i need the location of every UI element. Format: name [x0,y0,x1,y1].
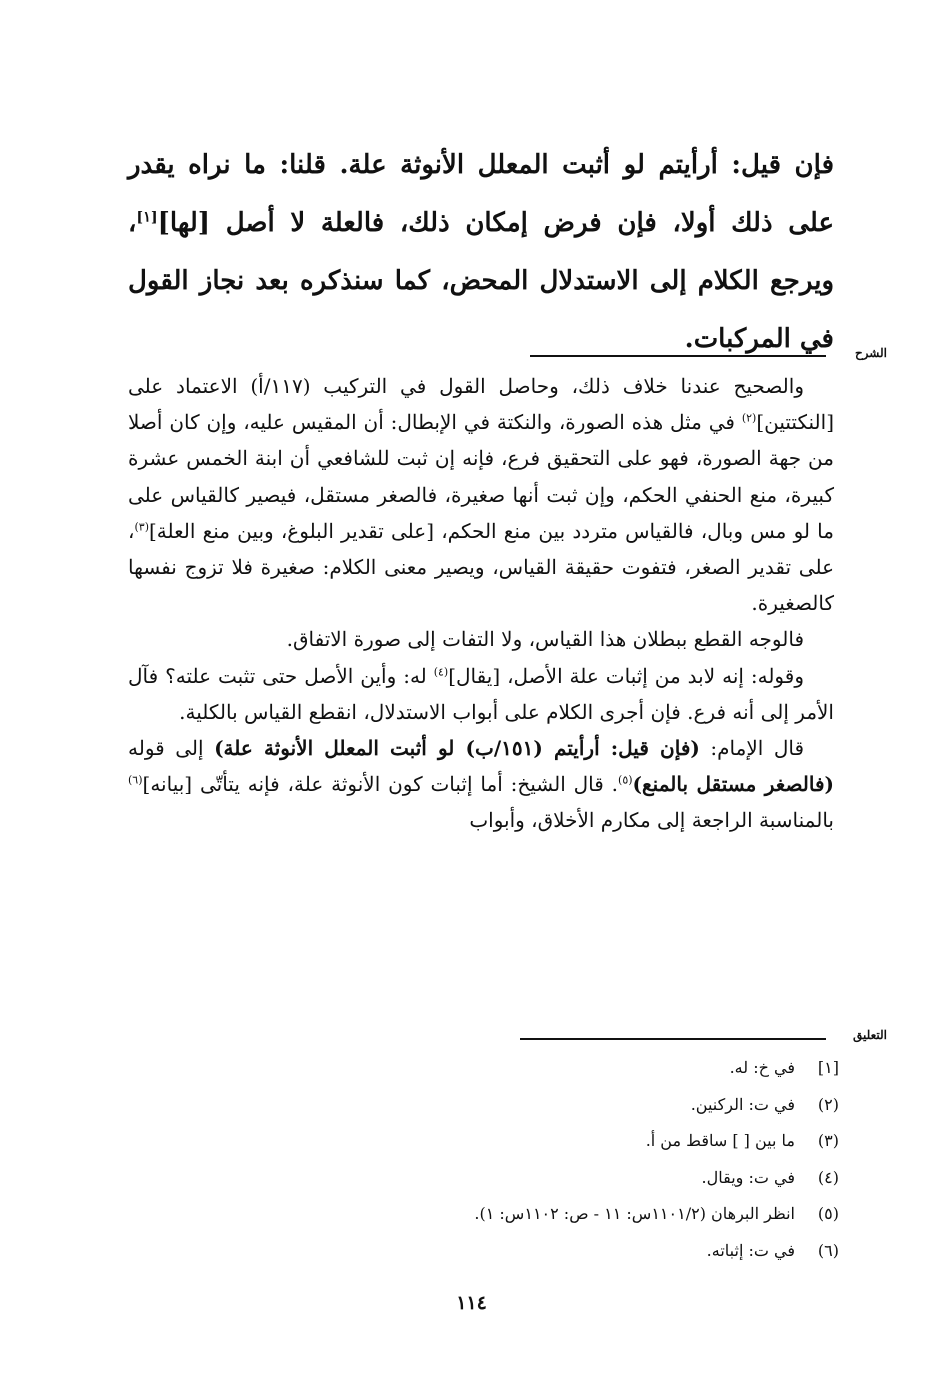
sharh-text: والصحيح عندنا خلاف ذلك، وحاصل القول في التركيب (١١٧/أ) الاعتماد على [النكتتين] [128,374,834,435]
footnote-ref[interactable]: (٢) [741,411,757,425]
sharh-text: فالوجه القطع ببطلان هذا القياس، ولا التفات إلى صورة الاتفاق. [286,627,804,652]
sharh-divider [530,355,826,357]
sharh-text: له: وأين الأصل حتى تثبت علته؟ فآل الأمر إلى أنه فرع. فإن أجرى الكلام على أبواب الاستدلال، انقطع القياس بالكلية. [128,663,834,724]
sharh-text: قال الإمام: [699,736,804,761]
sharh-body [128,368,834,839]
matn-note-ref[interactable]: [١] [136,209,158,226]
sharh-text: وقوله: إنه لابد من إثبات علة الأصل، [يقال] [448,663,804,688]
sharh-text: . قال الشيخ: أما إثبات كون الأنوثة علة، فإنه يتأتّى [بيانه] [142,772,619,797]
footnote-item [219,1233,839,1270]
footnote-item [219,1050,839,1087]
footnote-number: (٢) [817,1094,839,1114]
notes-label: التعليق [852,1028,887,1042]
footnote-text: انظر البرهان (١١٠١/٢س: ١١ - ص: ١١٠٢س: ١). [474,1204,795,1223]
footnote-number: (٣) [817,1131,839,1150]
footnote-ref[interactable]: (٥) [618,773,633,787]
page-number: ١١٤ [456,1292,487,1314]
footnote-item [219,1160,839,1197]
sharh-text: إلى قوله [128,736,215,761]
footnote-text: في خ: له. [729,1058,795,1077]
footnote-ref[interactable]: (٤) [433,664,449,678]
footnote-item [219,1123,839,1160]
footnote-number: [١] [817,1058,839,1077]
quoted-matn: (فإن قيل: أرأيتم (١٥١/ب) لو أثبت المعلل الأنوثة علة) [214,736,700,761]
footnotes-list [219,1050,839,1269]
matn-text-end: ، ويرجع الكلام إلى الاستدلال المحض، كما سنذكره بعد نجاز القول في المركبات. [128,208,834,354]
footnote-text: في ت: الركنين. [690,1094,795,1114]
footnote-ref[interactable]: (٦) [128,773,143,787]
footnote-text: في ت: ويقال. [701,1167,795,1187]
quoted-matn: (فالصغر مستقل بالمنع) [632,772,834,797]
matn-paragraph [128,136,834,368]
sharh-paragraph [128,730,834,839]
footnote-item [219,1196,839,1233]
sharh-text: ، على تقدير الصغر، فتفوت حقيقة القياس، ويصير معنى الكلام: صغيرة فلا تزوج نفسها كالصغيرة. [128,518,834,616]
matn-text: فإن قيل: أرأيتم لو أثبت المعلل الأنوثة علة. قلنا: ما نراه يقدر على ذلك أولا، فإن فرض إمكان ذلك، فالعلة لا أصل [لها] [128,150,834,238]
sharh-text: في مثل هذه الصورة، والنكتة في الإبطال: أن المقيس عليه، وإن كان أصلا من جهة الصورة، فهو على التحقيق فرع، فإنه إن ثبت للشافعي أن ابنة الخمس عشرة كبيرة، منع الحنفي الحكم، وإن ثبت أنها صغيرة، فالصغر مستقل، فيصير كالقياس على ما لو مس وبال، فالقياس متردد بين منع الحكم، [على تقدير البلوغ، وبين منع العلة] [128,410,834,543]
footnote-number: (٥) [817,1204,839,1223]
notes-divider [520,1038,826,1040]
footnote-item [219,1087,839,1124]
sharh-paragraph [128,658,834,730]
sharh-paragraph [128,621,834,657]
footnote-text: في ت: إثباته. [706,1240,795,1260]
footnote-number: (٦) [817,1240,839,1260]
sharh-label: الشرح [854,346,887,360]
footnote-number: (٤) [817,1167,839,1187]
footnote-text: ما بين [ ] ساقط من أ. [645,1131,795,1150]
sharh-paragraph [128,368,834,621]
sharh-text: بالمناسبة الراجعة إلى مكارم الأخلاق، وأبواب [469,808,834,833]
footnote-ref[interactable]: (٣) [134,520,149,534]
